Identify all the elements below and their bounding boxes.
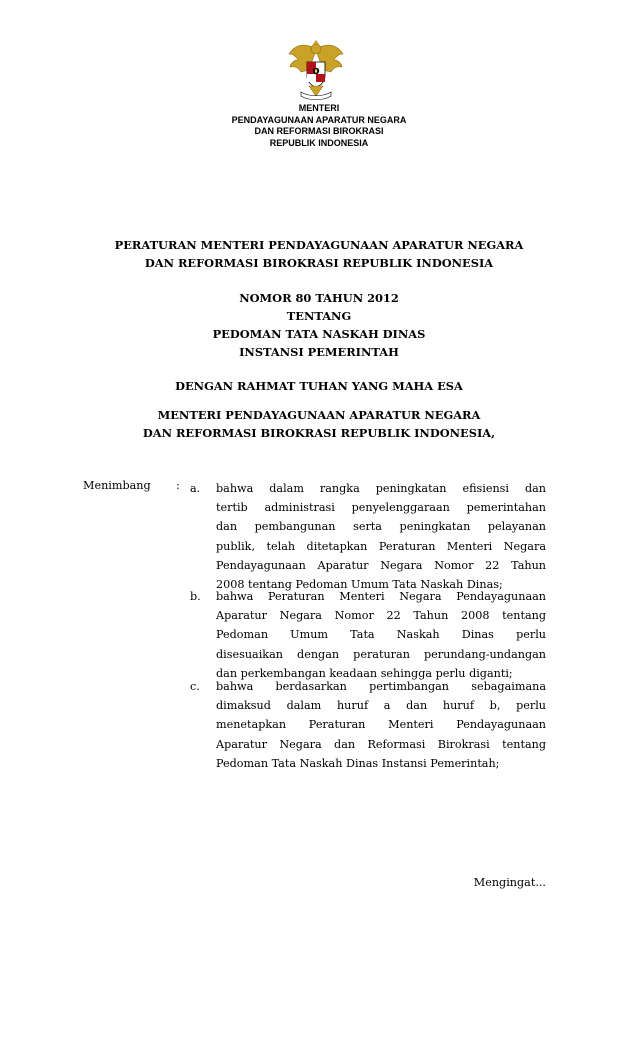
item-letter: b. [190,590,201,603]
garuda-emblem-icon [287,40,345,102]
minister-line: DAN REFORMASI BIROKRASI REPUBLIK INDONESIA, [142,426,496,440]
item-letter: a. [190,482,201,495]
item-line: 2008 tentang Pedoman Umum Tata Naskah Dinas; [216,578,503,592]
minister-line: MENTERI PENDAYAGUNAAN APARATUR NEGARA [157,408,481,422]
item-line: tertib administrasi penyelenggaraan pemerintahan [216,501,546,515]
item-line: dan perkembangan keadaan sehingga perlu diganti; [216,666,513,680]
considering-item [190,677,546,777]
letterhead-line: PENDAYAGUNAAN APARATUR NEGARA [231,114,407,125]
invocation: DENGAN RAHMAT TUHAN YANG MAHA ESA [175,379,463,393]
item-line: dan pembangunan serta peningkatan pelayanan [216,520,546,534]
item-line: bahwa Peraturan Menteri Negara Pendayagunaan [216,590,546,603]
item-letter: c. [190,680,200,693]
regulation-title-line: PERATURAN MENTERI PENDAYAGUNAAN APARATUR NEGARA [114,238,524,252]
letterhead-line: MENTERI [298,103,340,113]
item-line: dimaksud dalam huruf a dan huruf b, perlu [216,699,546,713]
item-line: Pedoman Umum Tata Naskah Dinas perlu [216,628,546,642]
continuation-text: Mengingat... [473,876,546,889]
number-line: TENTANG [286,309,352,323]
considering-label: Menimbang [83,479,151,492]
considering-colon: : [176,479,180,492]
regulation-number [0,289,638,361]
considering-item [190,587,546,680]
item-line: disesuaikan dengan peraturan perundang-undangan [216,647,546,661]
item-line: Pedoman Tata Naskah Dinas Instansi Pemerintah; [216,756,500,770]
number-line: PEDOMAN TATA NASKAH DINAS [212,327,426,341]
item-line: Pendayagunaan Aparatur Negara Nomor 22 Tahun [216,558,546,572]
item-line: Aparatur Negara dan Reformasi Birokrasi tentang [216,737,546,751]
number-line: INSTANSI PEMERINTAH [239,345,399,359]
item-line: bahwa berdasarkan pertimbangan sebagaimana [216,680,546,693]
item-line: Aparatur Negara Nomor 22 Tahun 2008 tentang [216,609,546,623]
item-line: publik, telah ditetapkan Peraturan Menteri Negara [216,539,546,553]
item-text [216,587,546,683]
item-text [216,479,546,594]
considering-item [190,479,546,592]
number-line: NOMOR 80 TAHUN 2012 [239,291,399,305]
regulation-title [0,236,638,272]
letterhead [0,103,638,149]
letterhead-line: REPUBLIK INDONESIA [269,137,369,148]
item-line: bahwa dalam rangka peningkatan efisiensi dan [216,482,546,495]
letterhead-line: DAN REFORMASI BIROKRASI [254,126,384,136]
regulation-title-line: DAN REFORMASI BIROKRASI REPUBLIK INDONESIA [144,256,494,270]
item-line: menetapkan Peraturan Menteri Pendayagunaan [216,718,546,732]
minister-heading [0,406,638,442]
item-text [216,677,546,773]
